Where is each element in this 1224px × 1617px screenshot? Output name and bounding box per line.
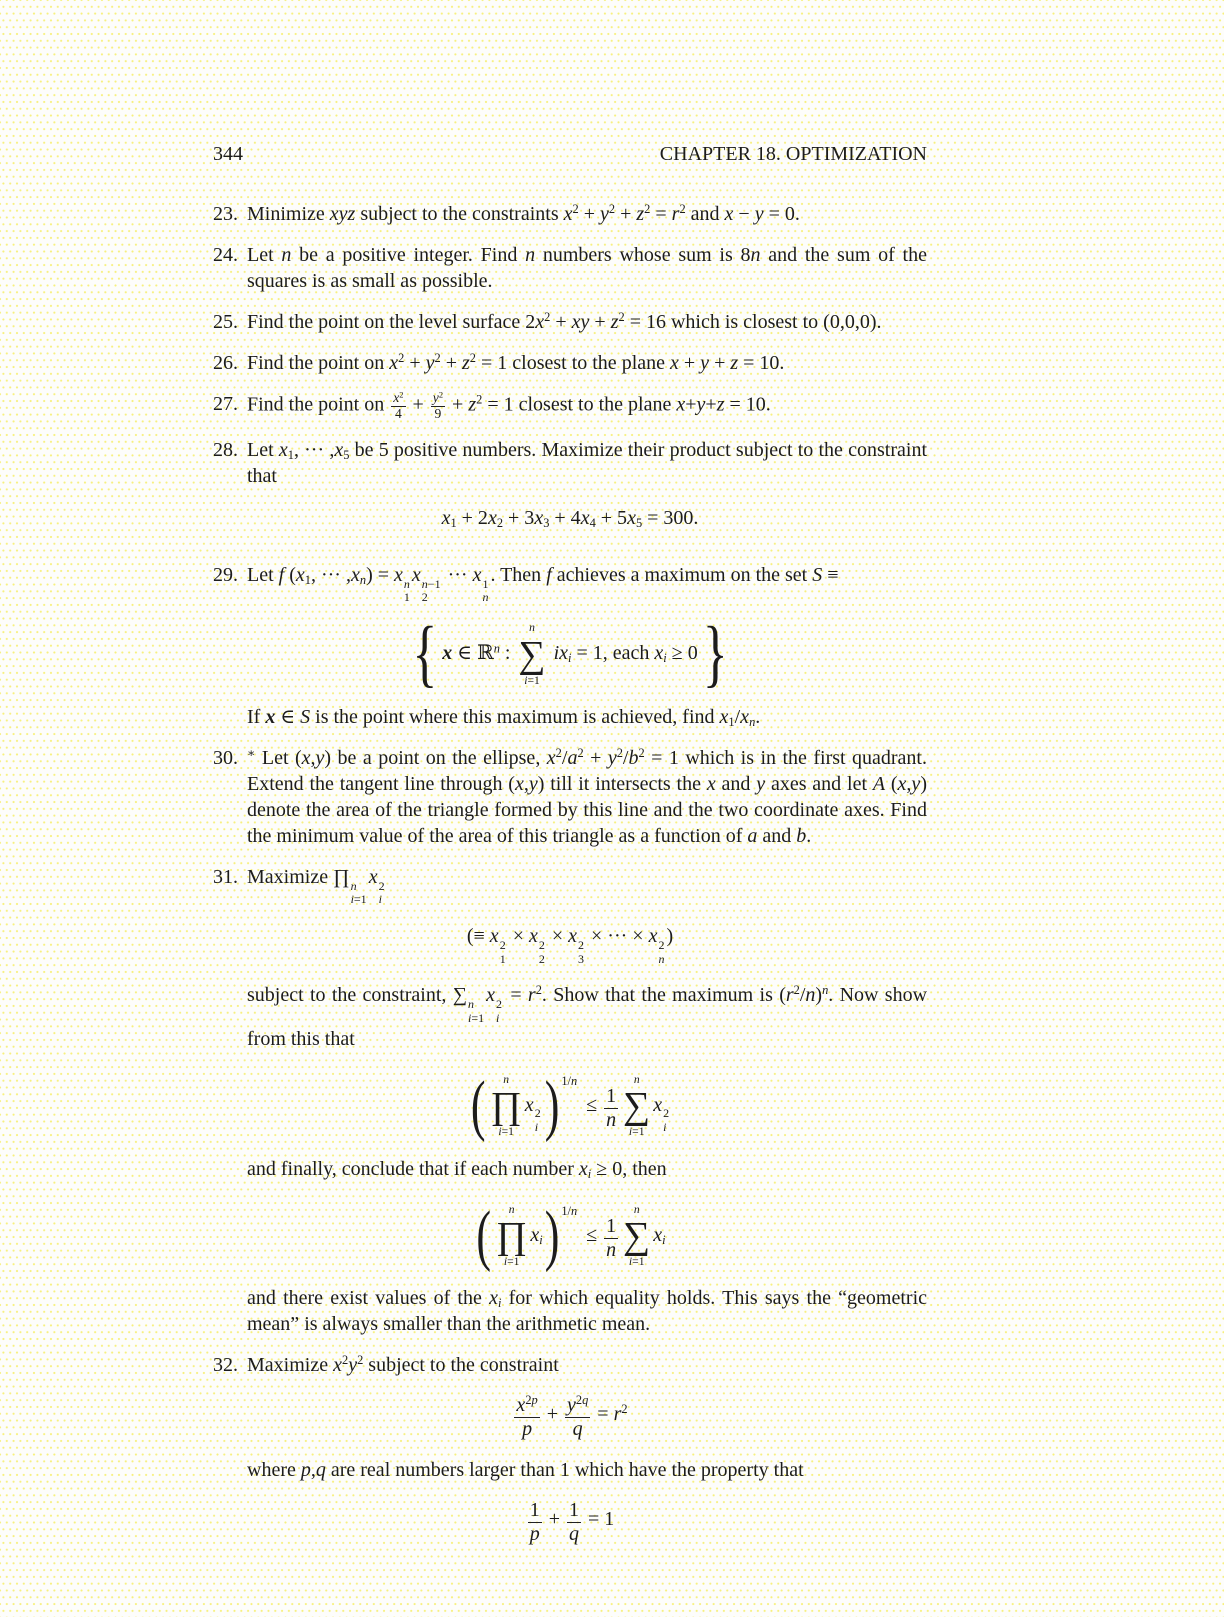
display-formula: $x_1 + 2x_2 + 3x_3 + 4x_4 + 5x_5 = 300$. [441,506,699,530]
problem-text: Minimize xyz subject to the constraints $x^2 + y^2 + z^2 = r^2$ and x − y = 0. [247,202,800,225]
problem-body [247,864,927,1337]
problem-item [213,201,927,227]
display-formula: (≡ x 2 1 × x 2 2 × x 2 3 × ··· × x 2 n ) [466,925,674,966]
problem-text: Find the point on the level surface $2x^2$ + xy + $z^2 = 16$ which is closest to (0,0,0). [247,310,882,333]
problem-number: 32. [213,1354,238,1377]
display-formula: ( n ∏ i=1 x 2 i ) $^{1/n}$ ≤ $\frac{1}{n}$ n ∑ i=1 x 2 i [470,1067,670,1144]
problem-item [213,437,927,547]
problem-number: 26. [213,352,238,374]
problem-text: Let n be a positive integer. Find n numbers whose sum is 8n and the sum of the squares is as small as possible. [247,244,927,292]
problem-item [213,745,927,849]
problem-number: 27. [213,393,238,415]
display-formula: ( n ∏ i=1 $x_i$) $^{1/n}$ ≤ $\frac{1}{n}$ n ∑ i=1 $x_i$ [476,1197,666,1274]
page-number: 344 [213,143,243,165]
display-formula: $\frac{1}{p}$ + $\frac{1}{q}$ = 1 [529,1499,615,1546]
problem-body [247,350,927,376]
problem-text: Find the point on $x^2 + y^2 + z^2 = 1$ closest to the plane x + y + z = 10. [247,351,785,374]
problem-text: Maximize $x^2y^2$ subject to the constraint [247,1353,559,1377]
problem-number: 24. [213,244,238,266]
problem-body [247,309,927,335]
problem-text: Find the point on $\frac{x^2}{4}$ + $\frac{y^2}{9}$ + $z^2 = 1$ closest to the plane x+y+z = 10. [247,389,771,421]
problem-body [247,391,927,422]
problem-text: Let f ($x_1$, ··· $,x_n) = x$ n 1 x n−1 2 ··· x 1 n . Then f achieves a maximum on the set S ≡ [247,563,839,605]
display-formula: { x ∈ ℝ$^n$ : n ∑ i=1 $ix_i = 1$, each $x_i \ge 0$} [412,612,728,696]
problem-number: 30. [213,747,238,770]
problem-number: 28. [213,438,238,461]
problem-item [213,864,927,1337]
display-formula: $\frac{x^{2p}}{p}$ + $\frac{y^{2q}}{q}$ = $r^2$ [516,1393,628,1441]
problem-list [213,201,927,1562]
page-header [213,141,927,167]
problem-body [247,1352,927,1562]
problem-item [213,391,927,422]
problem-number: 31. [213,866,238,889]
problem-item [213,309,927,335]
problem-text: If x ∈ S is the point where this maximum is achieved, find $x_1/x_n$. [247,706,761,730]
problem-text: and finally, conclude that if each number $x_i \ge 0$, then [247,1157,667,1181]
problem-text: Maximize ∏ n i=1 x 2 i [247,866,385,907]
problem-text: and there exist values of the $x_i$ for which equality holds. This says the “geometric mean” is always smaller than the arithmetic mean. [247,1287,928,1336]
problem-body [247,242,927,294]
problem-number: 29. [213,563,238,586]
problem-number: 25. [213,311,238,333]
problem-number: 23. [213,203,238,225]
problem-body [247,562,927,730]
problem-body [247,201,927,227]
problem-item [213,350,927,376]
chapter-header: CHAPTER 18. OPTIMIZATION [659,143,927,165]
problem-item [213,242,927,294]
problem-body [247,437,927,547]
problem-text: subject to the constraint, ∑ n i=1 x 2 i = $r^2$. Show that the maximum is $(r^2/n)^n$. Now show from this that [247,983,928,1050]
problem-item [213,562,927,730]
problem-item [213,1352,927,1562]
problem-text: Let $x_1$, ··· $,x_5$ be 5 positive numbers. Maximize their product subject to the constraint that [247,438,928,487]
problem-text: where p,q are real numbers larger than 1 which have the property that [247,1459,804,1482]
problem-body [247,745,927,849]
problem-text: ∗ Let (x,y) be a point on the ellipse, $x^2/a^2 + y^2/b^2 = 1$ which is in the first quadrant. Extend the tangent line through (x,y) till it intersects the x and y axes and let A (x,y) denote the area of the triangle formed by this line and the two coordinate axes. Find the minimum value of the area of this triangle as a function of a and b. [247,746,927,848]
